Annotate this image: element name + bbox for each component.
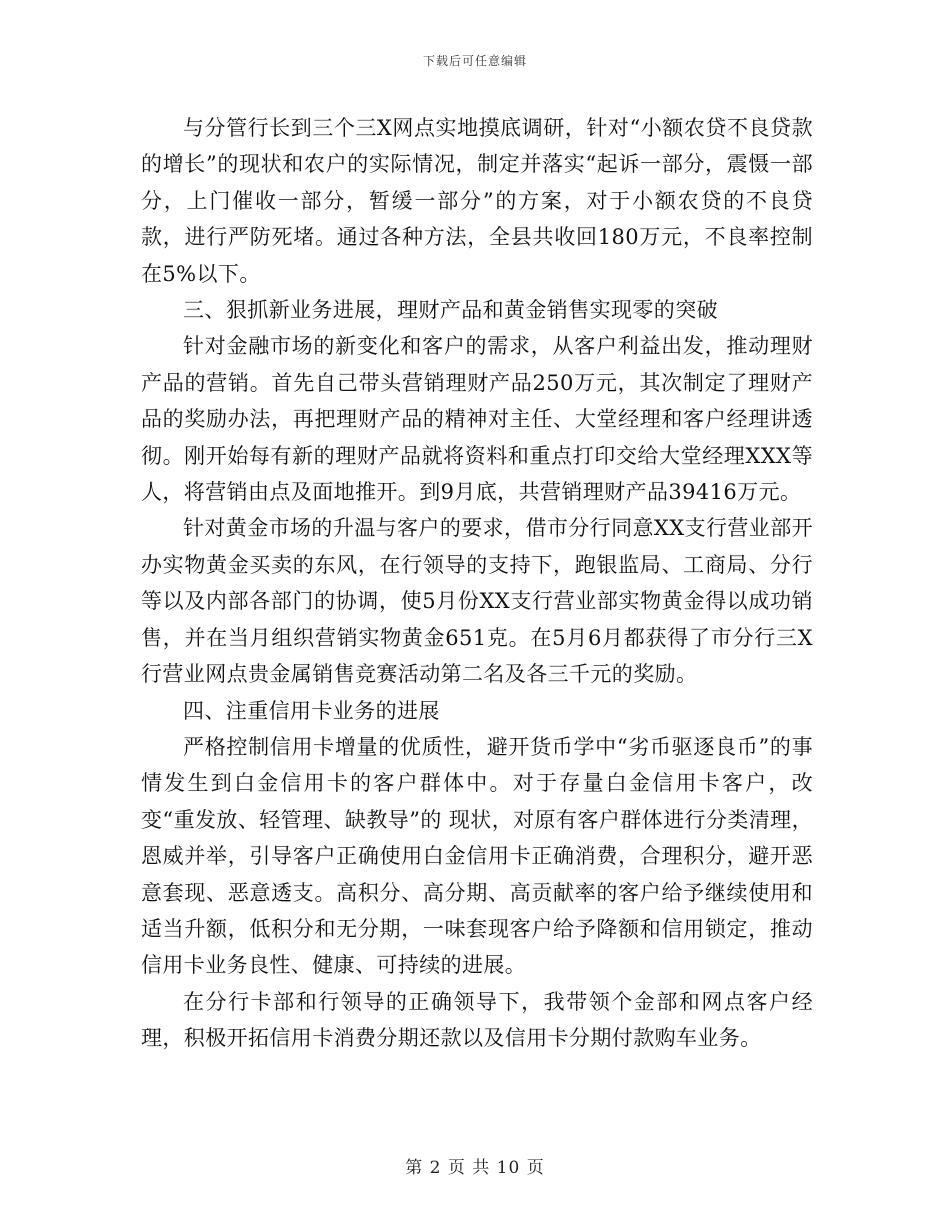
paragraph-wealth-products: 针对金融市场的新变化和客户的需求，从客户利益出发，推动理财产品的营销。首先自己带头营销理财产品250万元，其次制定了理财产品的奖励办法，再把理财产品的精神对主任、大堂经理和客户经理讲透彻。刚开始每有新的理财产品就将资料和重点打印交给大堂经理XXX等人，将营销由点及面地推开。到9月底，共营销理财产品39416万元。 xyxy=(141,334,813,505)
document-body xyxy=(141,110,813,1057)
paragraph-investigation: 与分管行长到三个三X网点实地摸底调研，针对“小额农贷不良贷款的增长”的现状和农户的实际情况，制定并落实“起诉一部分，震慑一部分，上门催收一部分，暂缓一部分”的方案，对于小额农贷的不良贷款，进行严防死堵。通过各种方法，全县共收回180万元，不良率控制在5%以下。 xyxy=(141,116,813,286)
paragraph-credit-card-quality: 严格控制信用卡增量的优质性，避开货币学中“劣币驱逐良币”的事情发生到白金信用卡的客户群体中。对于存量白金信用卡客户，改变“重发放、轻管理、缺教导”的 现状，对原有客户群体进行分类清理，恩威并举，引导客户正确使用白金信用卡正确消费，合理积分，避开恶意套现、恶意透支。高积分、高分期、高贡献率的客户给予继续使用和适当升额，低积分和无分期，一味套现客户给予降额和信用锁定，推动信用卡业务良性、健康、可持续的进展。 xyxy=(141,734,813,978)
page-number: 第 2 页 共 10 页 xyxy=(405,1158,545,1178)
paragraph-gold-sales: 针对黄金市场的升温与客户的要求，借市分行同意XX支行营业部开办实物黄金买卖的东风，在行领导的支持下，跑银监局、工商局、分行等以及内部各部门的协调，使5月份XX支行营业部实物黄金得以成功销售，并在当月组织营销实物黄金651克。在5月6月都获得了市分行三X行营业网点贵金属销售竞赛活动第二名及各三千元的奖励。 xyxy=(141,516,813,687)
page-footer xyxy=(0,1153,950,1178)
section-heading-4: 四、注重信用卡业务的进展 xyxy=(183,698,440,723)
page-header: 下载后可任意编辑 xyxy=(422,54,527,68)
paragraph-credit-card-installment: 在分行卡部和行领导的正确领导下，我带领个金部和网点客户经理，积极开拓信用卡消费分期还款以及信用卡分期付款购车业务。 xyxy=(141,989,813,1051)
section-heading-3: 三、狠抓新业务进展，理财产品和黄金销售实现零的突破 xyxy=(183,298,718,323)
